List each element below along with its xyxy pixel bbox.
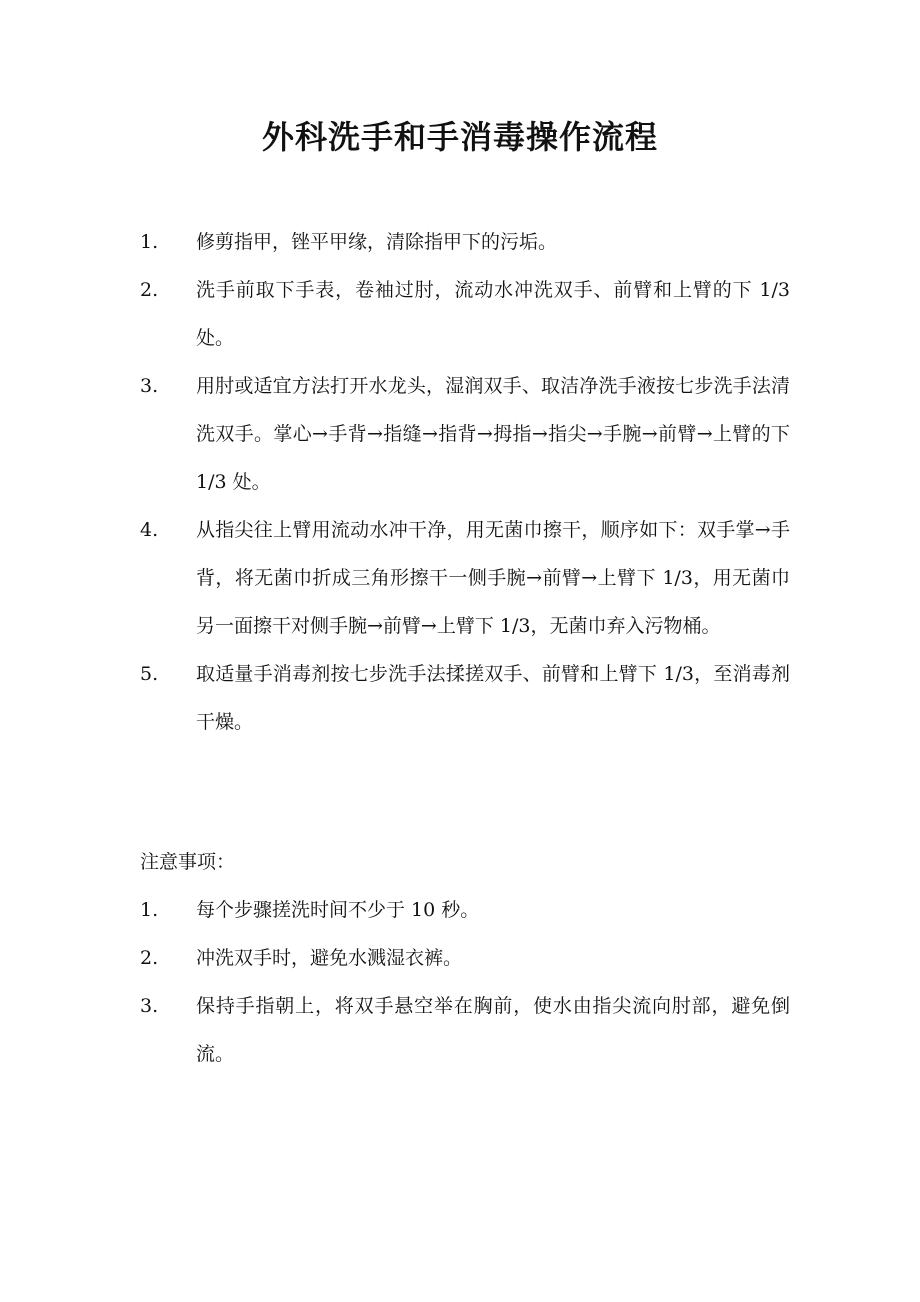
note-text: 冲洗双手时，避免水溅湿衣裤。: [196, 947, 463, 969]
document-title: 外科洗手和手消毒操作流程: [261, 118, 658, 156]
step-text: 修剪指甲，锉平甲缘，清除指甲下的污垢。: [196, 231, 558, 253]
step-number: 5.: [140, 663, 159, 685]
note-number: 1.: [140, 899, 159, 921]
note-number: 3.: [140, 995, 159, 1017]
procedure-step: [140, 266, 790, 362]
procedure-steps-list: [140, 218, 790, 746]
step-text: 洗手前取下手表，卷袖过肘，流动水冲洗双手、前臂和上臂的下 1/3 处。: [196, 279, 790, 349]
notes-heading: 注意事项：: [140, 851, 236, 873]
procedure-step: [140, 362, 790, 506]
step-number: 4.: [140, 519, 159, 541]
procedure-step: [140, 650, 790, 746]
note-item: [140, 934, 790, 982]
notes-list: [140, 886, 790, 1078]
procedure-step: [140, 218, 790, 266]
step-number: 3.: [140, 375, 159, 397]
procedure-step: [140, 506, 790, 650]
step-text: 取适量手消毒剂按七步洗手法揉搓双手、前臂和上臂下 1/3，至消毒剂干燥。: [196, 663, 790, 733]
step-text: 用肘或适宜方法打开水龙头，湿润双手、取洁净洗手液按七步洗手法清洗双手。掌心→手背→指缝→指背→拇指→指尖→手腕→前臂→上臂的下 1/3 处。: [196, 375, 790, 493]
step-text: 从指尖往上臂用流动水冲干净，用无菌巾擦干，顺序如下：双手掌→手背，将无菌巾折成三角形擦干一侧手腕→前臂→上臂下 1/3，用无菌巾另一面擦干对侧手腕→前臂→上臂下 1/3，无菌巾弃入污物桶。: [196, 519, 790, 637]
note-item: [140, 982, 790, 1078]
note-text: 保持手指朝上，将双手悬空举在胸前，使水由指尖流向肘部，避免倒流。: [196, 995, 790, 1065]
step-number: 2.: [140, 279, 159, 301]
note-item: [140, 886, 790, 934]
step-number: 1.: [140, 231, 159, 253]
note-number: 2.: [140, 947, 159, 969]
note-text: 每个步骤搓洗时间不少于 10 秒。: [196, 899, 480, 921]
